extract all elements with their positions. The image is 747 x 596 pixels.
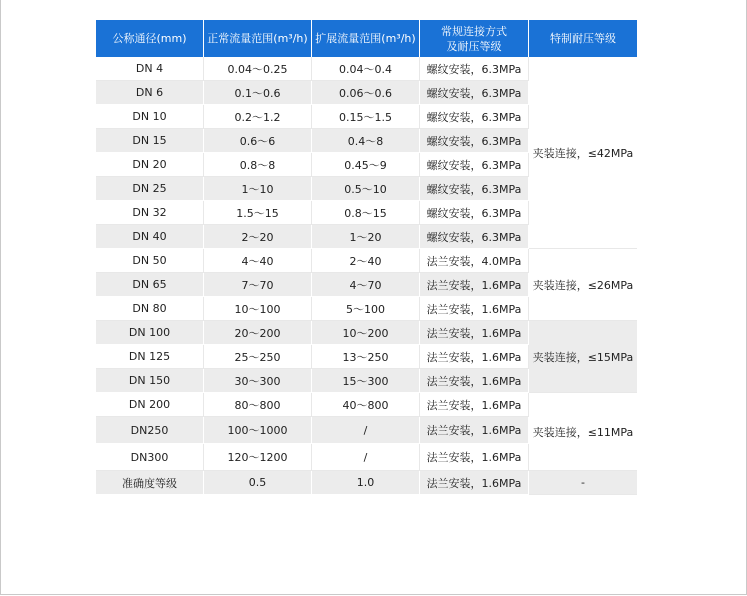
table-row (96, 321, 637, 345)
cell-connection: 法兰安装，1.6MPa (420, 471, 529, 495)
header-special-pressure: 特制耐压等级 (529, 20, 637, 57)
table-row (96, 249, 637, 273)
cell-normal-flow: 100～1000 (204, 417, 312, 444)
cell-normal-flow: 10～100 (204, 297, 312, 321)
cell-normal-flow: 0.6～6 (204, 129, 312, 153)
cell-connection: 螺纹安装，6.3MPa (420, 201, 529, 225)
cell-normal-flow: 80～800 (204, 393, 312, 417)
header-nominal-diameter: 公称通径(mm) (96, 20, 204, 57)
header-connection-pressure (420, 20, 529, 57)
cell-extended-flow: 1.0 (312, 471, 420, 495)
cell-normal-flow: 0.1～0.6 (204, 81, 312, 105)
cell-dn: DN 40 (96, 225, 204, 249)
cell-dn: DN 20 (96, 153, 204, 177)
cell-dn: DN300 (96, 444, 204, 471)
cell-special-pressure: 夹装连接，≤11MPa (529, 393, 637, 471)
cell-extended-flow: 10～200 (312, 321, 420, 345)
header-extended-flow-range: 扩展流量范围(m³/h) (312, 20, 420, 57)
cell-connection: 法兰安装，1.6MPa (420, 297, 529, 321)
cell-connection: 法兰安装，1.6MPa (420, 369, 529, 393)
cell-extended-flow: 4～70 (312, 273, 420, 297)
table-row (96, 393, 637, 417)
cell-extended-flow: 2～40 (312, 249, 420, 273)
cell-extended-flow: 0.04～0.4 (312, 57, 420, 81)
cell-dn: DN 25 (96, 177, 204, 201)
cell-extended-flow: / (312, 444, 420, 471)
cell-dn: DN 15 (96, 129, 204, 153)
cell-dn: DN 32 (96, 201, 204, 225)
cell-connection: 法兰安装，4.0MPa (420, 249, 529, 273)
cell-extended-flow: 0.45～9 (312, 153, 420, 177)
cell-normal-flow: 7～70 (204, 273, 312, 297)
table-row (96, 471, 637, 495)
header-connection-line1: 常规连接方式 (441, 24, 507, 38)
cell-connection: 螺纹安装，6.3MPa (420, 57, 529, 81)
cell-dn: DN 50 (96, 249, 204, 273)
cell-special-pressure: 夹装连接，≤15MPa (529, 321, 637, 393)
cell-normal-flow: 2～20 (204, 225, 312, 249)
cell-dn: DN250 (96, 417, 204, 444)
cell-connection: 螺纹安装，6.3MPa (420, 153, 529, 177)
cell-dn: DN 150 (96, 369, 204, 393)
cell-connection: 法兰安装，1.6MPa (420, 321, 529, 345)
cell-normal-flow: 25～250 (204, 345, 312, 369)
cell-connection: 螺纹安装，6.3MPa (420, 81, 529, 105)
cell-special-pressure: 夹装连接，≤42MPa (529, 57, 637, 249)
cell-normal-flow: 0.04～0.25 (204, 57, 312, 81)
cell-extended-flow: 0.8～15 (312, 201, 420, 225)
cell-connection: 法兰安装，1.6MPa (420, 273, 529, 297)
cell-normal-flow: 30～300 (204, 369, 312, 393)
cell-dn: DN 125 (96, 345, 204, 369)
cell-normal-flow: 0.2～1.2 (204, 105, 312, 129)
cell-dn: DN 100 (96, 321, 204, 345)
cell-dn: DN 4 (96, 57, 204, 81)
cell-dn: DN 200 (96, 393, 204, 417)
cell-connection: 法兰安装，1.6MPa (420, 393, 529, 417)
cell-normal-flow: 20～200 (204, 321, 312, 345)
cell-connection: 法兰安装，1.6MPa (420, 417, 529, 444)
cell-dn: DN 80 (96, 297, 204, 321)
cell-extended-flow: 0.06～0.6 (312, 81, 420, 105)
cell-extended-flow: / (312, 417, 420, 444)
cell-normal-flow: 4～40 (204, 249, 312, 273)
cell-extended-flow: 15～300 (312, 369, 420, 393)
cell-connection: 法兰安装，1.6MPa (420, 444, 529, 471)
cell-dn: DN 6 (96, 81, 204, 105)
cell-special-pressure: 夹装连接，≤26MPa (529, 249, 637, 321)
cell-connection: 螺纹安装，6.3MPa (420, 225, 529, 249)
cell-normal-flow: 120～1200 (204, 444, 312, 471)
cell-extended-flow: 40～800 (312, 393, 420, 417)
cell-normal-flow: 1～10 (204, 177, 312, 201)
cell-extended-flow: 0.15～1.5 (312, 105, 420, 129)
cell-extended-flow: 13～250 (312, 345, 420, 369)
cell-dn: DN 65 (96, 273, 204, 297)
table-header-row (96, 20, 637, 57)
cell-extended-flow: 0.5～10 (312, 177, 420, 201)
cell-dn: 准确度等级 (96, 471, 204, 495)
header-connection-line2: 及耐压等级 (446, 39, 502, 53)
cell-extended-flow: 1～20 (312, 225, 420, 249)
cell-normal-flow: 0.8～8 (204, 153, 312, 177)
cell-connection: 螺纹安装，6.3MPa (420, 105, 529, 129)
header-normal-flow-range: 正常流量范围(m³/h) (204, 20, 312, 57)
cell-connection: 法兰安装，1.6MPa (420, 345, 529, 369)
cell-extended-flow: 5～100 (312, 297, 420, 321)
cell-dn: DN 10 (96, 105, 204, 129)
cell-normal-flow: 1.5～15 (204, 201, 312, 225)
table-row (96, 57, 637, 81)
cell-normal-flow: 0.5 (204, 471, 312, 495)
flow-spec-table (96, 20, 637, 495)
cell-extended-flow: 0.4～8 (312, 129, 420, 153)
cell-connection: 螺纹安装，6.3MPa (420, 177, 529, 201)
cell-connection: 螺纹安装，6.3MPa (420, 129, 529, 153)
cell-special-pressure: - (529, 471, 637, 495)
